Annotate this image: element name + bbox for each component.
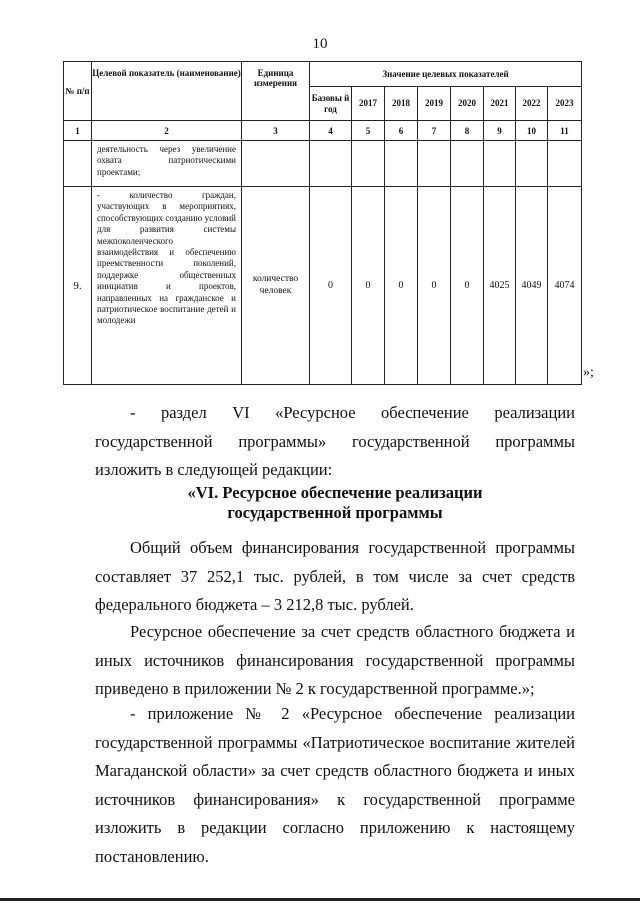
empty-cell xyxy=(451,141,484,187)
closing-quote: »; xyxy=(583,365,594,380)
index-cell: 10 xyxy=(516,121,548,141)
year-value: 4025 xyxy=(484,187,516,385)
header-unit: Единица измерения xyxy=(242,62,310,121)
header-num: № п/п xyxy=(64,62,92,121)
target-indicators-table xyxy=(63,61,582,385)
section-heading-line-2: государственной программы xyxy=(227,503,443,522)
year-value: 0 xyxy=(385,187,418,385)
table-row-9 xyxy=(64,187,582,385)
paragraph-appendix-2: - приложение № 2 «Ресурсное обеспечение реализации государственной программы «Патриотическое воспитание жителей Магаданской области» за счет средств областного бюджета и иных источников финансирования» к государственной программе изложить в редакции согласно приложению к настоящему постановлению. xyxy=(95,704,575,866)
index-cell: 4 xyxy=(310,121,352,141)
index-cell: 6 xyxy=(385,121,418,141)
continuation-row xyxy=(64,141,582,187)
header-year: 2018 xyxy=(385,87,418,121)
year-value: 0 xyxy=(418,187,451,385)
year-value: 4049 xyxy=(516,187,548,385)
index-cell: 9 xyxy=(484,121,516,141)
row-number: 9. xyxy=(64,187,92,385)
empty-cell xyxy=(352,141,385,187)
indicator-description: - количество граждан, участвующих в мероприятиях, способствующих созданию условий для развития системы межпоколенческого взаимодействия и обеспечению преемственности поколений, поддержке общественных инициатив и проектов, направленных на гражданское и патриотическое воспитание детей и молодежи xyxy=(92,187,242,385)
index-cell: 2 xyxy=(92,121,242,141)
paragraph-resource-provision: Ресурсное обеспечение за счет средств областного бюджета и иных источников финансирования государственной программы приведено в приложении № 2 к государственной программе.»; xyxy=(95,622,575,698)
paragraph-section-vi-intro: - раздел VI «Ресурсное обеспечение реализации государственной программы» государственной программы изложить в следующей редакции: xyxy=(95,403,575,479)
empty-cell xyxy=(242,141,310,187)
empty-cell xyxy=(385,141,418,187)
bottom-border-line xyxy=(0,898,640,905)
index-cell: 11 xyxy=(548,121,582,141)
section-heading-line-1: «VI. Ресурсное обеспечение реализации xyxy=(187,483,483,502)
index-cell: 5 xyxy=(352,121,385,141)
empty-cell xyxy=(310,141,352,187)
header-year: 2022 xyxy=(516,87,548,121)
index-cell: 3 xyxy=(242,121,310,141)
index-row xyxy=(64,121,582,141)
index-cell: 1 xyxy=(64,121,92,141)
header-year: 2017 xyxy=(352,87,385,121)
header-row-1 xyxy=(64,62,582,87)
empty-cell xyxy=(64,141,92,187)
paragraph-total-funding: Общий объем финансирования государственной программы составляет 37 252,1 тыс. рублей, в том числе за счет средств федерального бюджета – 3 212,8 тыс. рублей. xyxy=(95,538,575,614)
empty-cell xyxy=(484,141,516,187)
base-year-value: 0 xyxy=(310,187,352,385)
page-number: 10 xyxy=(312,36,328,52)
header-values-group: Значение целевых показателей xyxy=(310,62,582,87)
continuation-text: деятельность через увеличение охвата патриотическими проектами; xyxy=(92,141,242,187)
index-cell: 7 xyxy=(418,121,451,141)
empty-cell xyxy=(516,141,548,187)
header-year: 2019 xyxy=(418,87,451,121)
year-value: 0 xyxy=(451,187,484,385)
header-year: 2020 xyxy=(451,87,484,121)
empty-cell xyxy=(418,141,451,187)
year-value: 4074 xyxy=(548,187,582,385)
index-cell: 8 xyxy=(451,121,484,141)
empty-cell xyxy=(548,141,582,187)
unit-cell: количество человек xyxy=(242,187,310,385)
header-year: 2023 xyxy=(548,87,582,121)
header-year: 2021 xyxy=(484,87,516,121)
year-value: 0 xyxy=(352,187,385,385)
header-base-year: Базовы й год xyxy=(310,87,352,121)
header-indicator: Целевой показатель (наименование) xyxy=(92,62,242,121)
